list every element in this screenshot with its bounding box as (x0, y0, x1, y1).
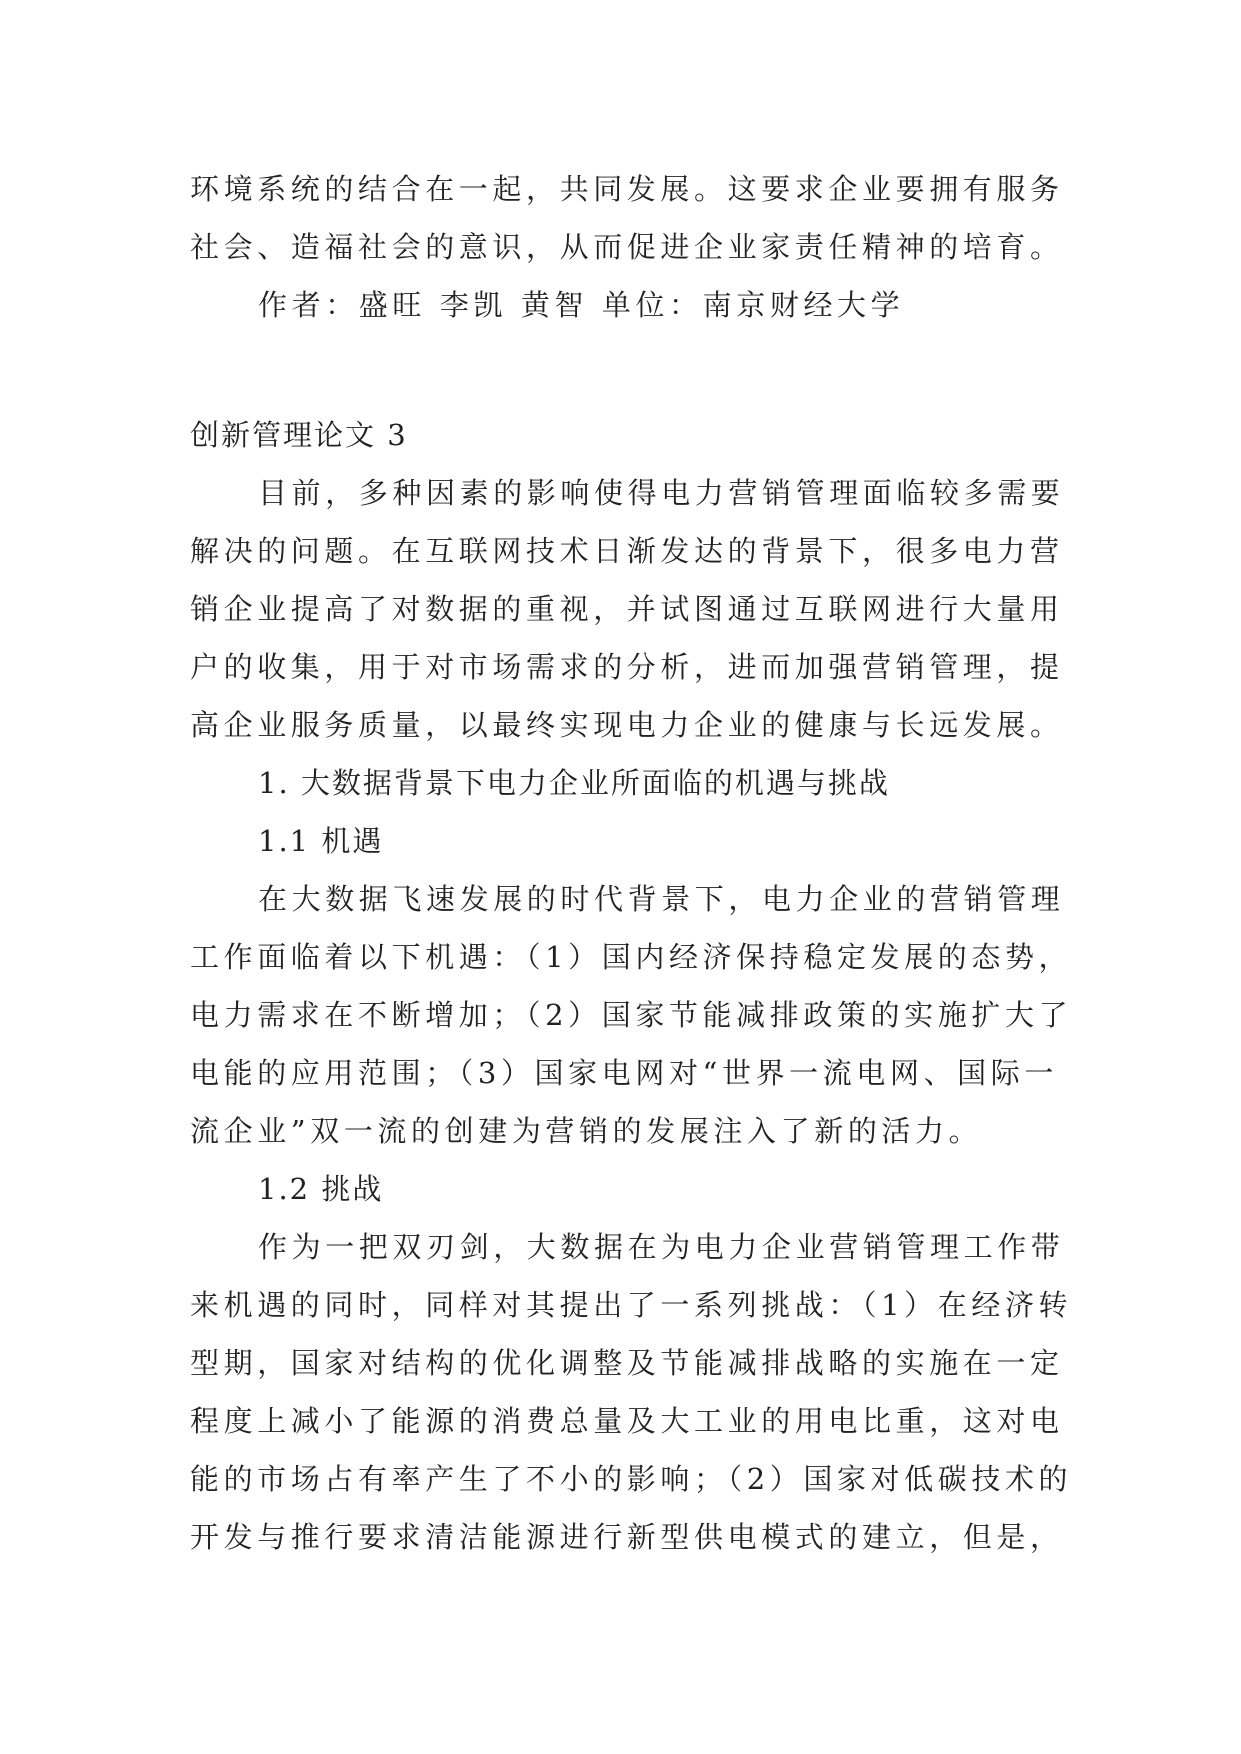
paragraph-line: 型期，国家对结构的优化调整及节能减排战略的实施在一定 (190, 1346, 1064, 1380)
paragraph-line: 工作面临着以下机遇：（1）国内经济保持稳定发展的态势， (190, 940, 1073, 974)
intro-line: 社会、造福社会的意识，从而促进企业家责任精神的培育。 (190, 230, 1064, 264)
paragraph-line: 程度上减小了能源的消费总量及大工业的用电比重，这对电 (190, 1404, 1064, 1438)
author-line: 作者：盛旺 李凯 黄智 单位：南京财经大学 (258, 288, 905, 322)
heading-1: 1. 大数据背景下电力企业所面临的机遇与挑战 (258, 766, 890, 800)
paragraph-line: 销企业提高了对数据的重视，并试图通过互联网进行大量用 (190, 592, 1064, 626)
section-gap (190, 334, 1070, 406)
paragraph-line: 电能的应用范围；（3）国家电网对“世界一流电网、国际一 (190, 1056, 1058, 1090)
paragraph-line: 高企业服务质量，以最终实现电力企业的健康与长远发展。 (190, 708, 1064, 742)
paragraph-line: 能的市场占有率产生了不小的影响；（2）国家对低碳技术的 (190, 1462, 1073, 1496)
heading-1-2: 1.2 挑战 (258, 1172, 384, 1206)
document-body (190, 160, 1073, 1566)
paragraph-line: 在大数据飞速发展的时代背景下，电力企业的营销管理 (258, 882, 1065, 916)
section-title: 创新管理论文 3 (190, 418, 408, 452)
paragraph-line: 作为一把双刃剑，大数据在为电力企业营销管理工作带 (258, 1230, 1065, 1264)
paragraph-line: 目前，多种因素的影响使得电力营销管理面临较多需要 (258, 476, 1065, 510)
paragraph-line: 来机遇的同时，同样对其提出了一系列挑战：（1）在经济转 (190, 1288, 1073, 1322)
paragraph-line: 解决的问题。在互联网技术日渐发达的背景下，很多电力营 (190, 534, 1064, 568)
paragraph-line: 户的收集，用于对市场需求的分析，进而加强营销管理，提 (190, 650, 1064, 684)
heading-1-1: 1.1 机遇 (258, 824, 384, 858)
intro-line: 环境系统的结合在一起，共同发展。这要求企业要拥有服务 (190, 172, 1064, 206)
paragraph-line: 开发与推行要求清洁能源进行新型供电模式的建立，但是， (190, 1520, 1064, 1554)
paragraph-line: 流企业”双一流的创建为营销的发展注入了新的活力。 (190, 1114, 983, 1148)
paragraph-line: 电力需求在不断增加；（2）国家节能减排政策的实施扩大了 (190, 998, 1073, 1032)
